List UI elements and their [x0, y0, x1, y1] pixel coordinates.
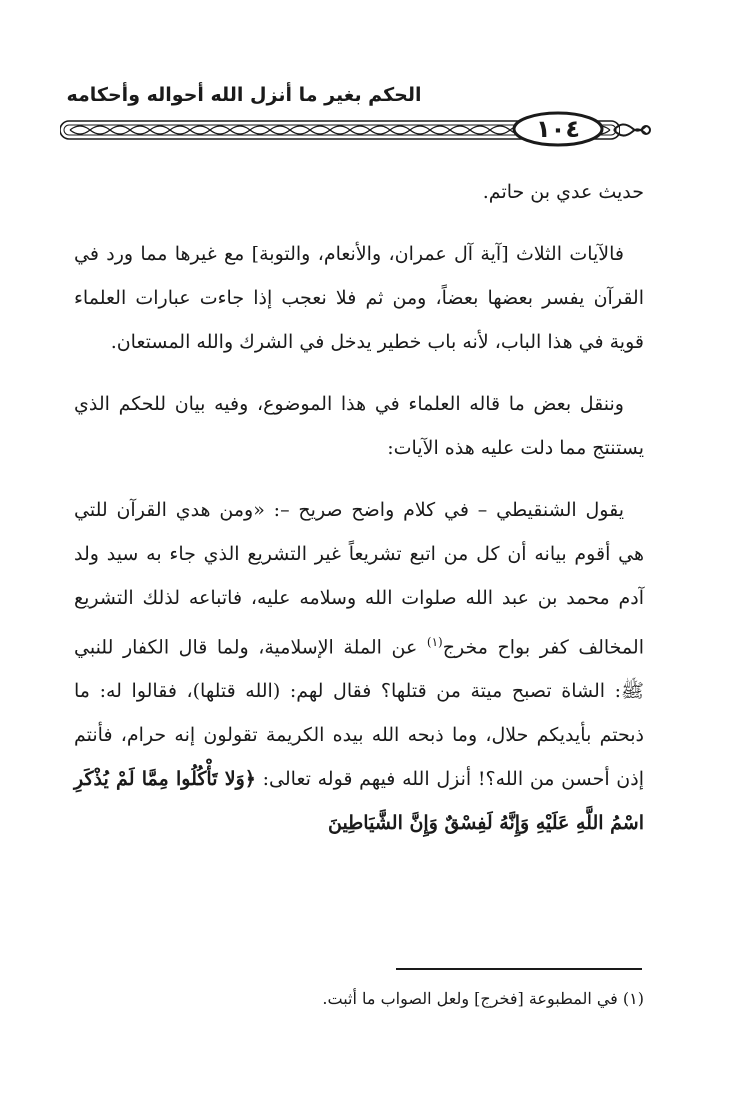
scroll-ornament-icon: [612, 118, 652, 142]
paragraph-3: وننقل بعض ما قاله العلماء في هذا الموضوع، وفيه بيان للحكم الذي يستنتج مما دلت عليه هذه الآيات:: [74, 393, 644, 459]
footnote-divider: [396, 968, 642, 970]
quote-text-part-1: يقول الشنقيطي – في كلام واضح صريح –: «ومن هدي القرآن للتي هي أقوم بيانه أن كل من اتبع تشريعاً غير التشريع الذي جاء به سيد ولد آدم محمد بن عبد الله صلوات الله وسلامه عليه، فاتباعه لذلك التشريع المخالف كفر بواح مخرج: [74, 499, 644, 659]
main-text: [74, 170, 644, 845]
running-title: الحكم بغير ما أنزل الله أحواله وأحكامه: [66, 84, 422, 106]
footnote: (١) في المطبوعة [فخرج] ولعل الصواب ما أثبت.: [322, 989, 644, 1008]
quote-text-part-2: عن الملة الإسلامية، ولما قال الكفار للنبي ﷺ: الشاة تصبح ميتة من قتلها؟ فقال لهم: (الله قتلها)، فقالوا له: ما ذبحتم بأيديكم حلال، وما ذبحه الله بيده الكريمة تقولون إنه حرام، فأنتم إذن أحسن من الله؟! أنزل الله فيهم قوله تعالى:: [74, 636, 644, 791]
quran-verse: ﴿وَلا تَأْكُلُوا مِمَّا لَمْ يُذْكَرِ اسْمُ اللَّهِ عَلَيْهِ وَإِنَّهُ لَفِسْقٌ وَإِنَّ الشَّيَاطِينَ: [74, 768, 644, 835]
footnote-marker[interactable]: (١): [426, 635, 443, 649]
paragraph-4: [74, 488, 644, 845]
page-number: ١٠٤: [536, 115, 580, 143]
paragraph-2: فالآيات الثلاث [آية آل عمران، والأنعام، والتوبة] مع غيرها مما ورد في القرآن يفسر بعضها بعضاً، ومن ثم فلا نعجب إذا جاءت عبارات العلماء قوية في هذا الباب، لأنه باب خطير يدخل في الشرك والله المستعان.: [74, 243, 644, 353]
paragraph-1: حديث عدي بن حاتم.: [482, 181, 644, 203]
